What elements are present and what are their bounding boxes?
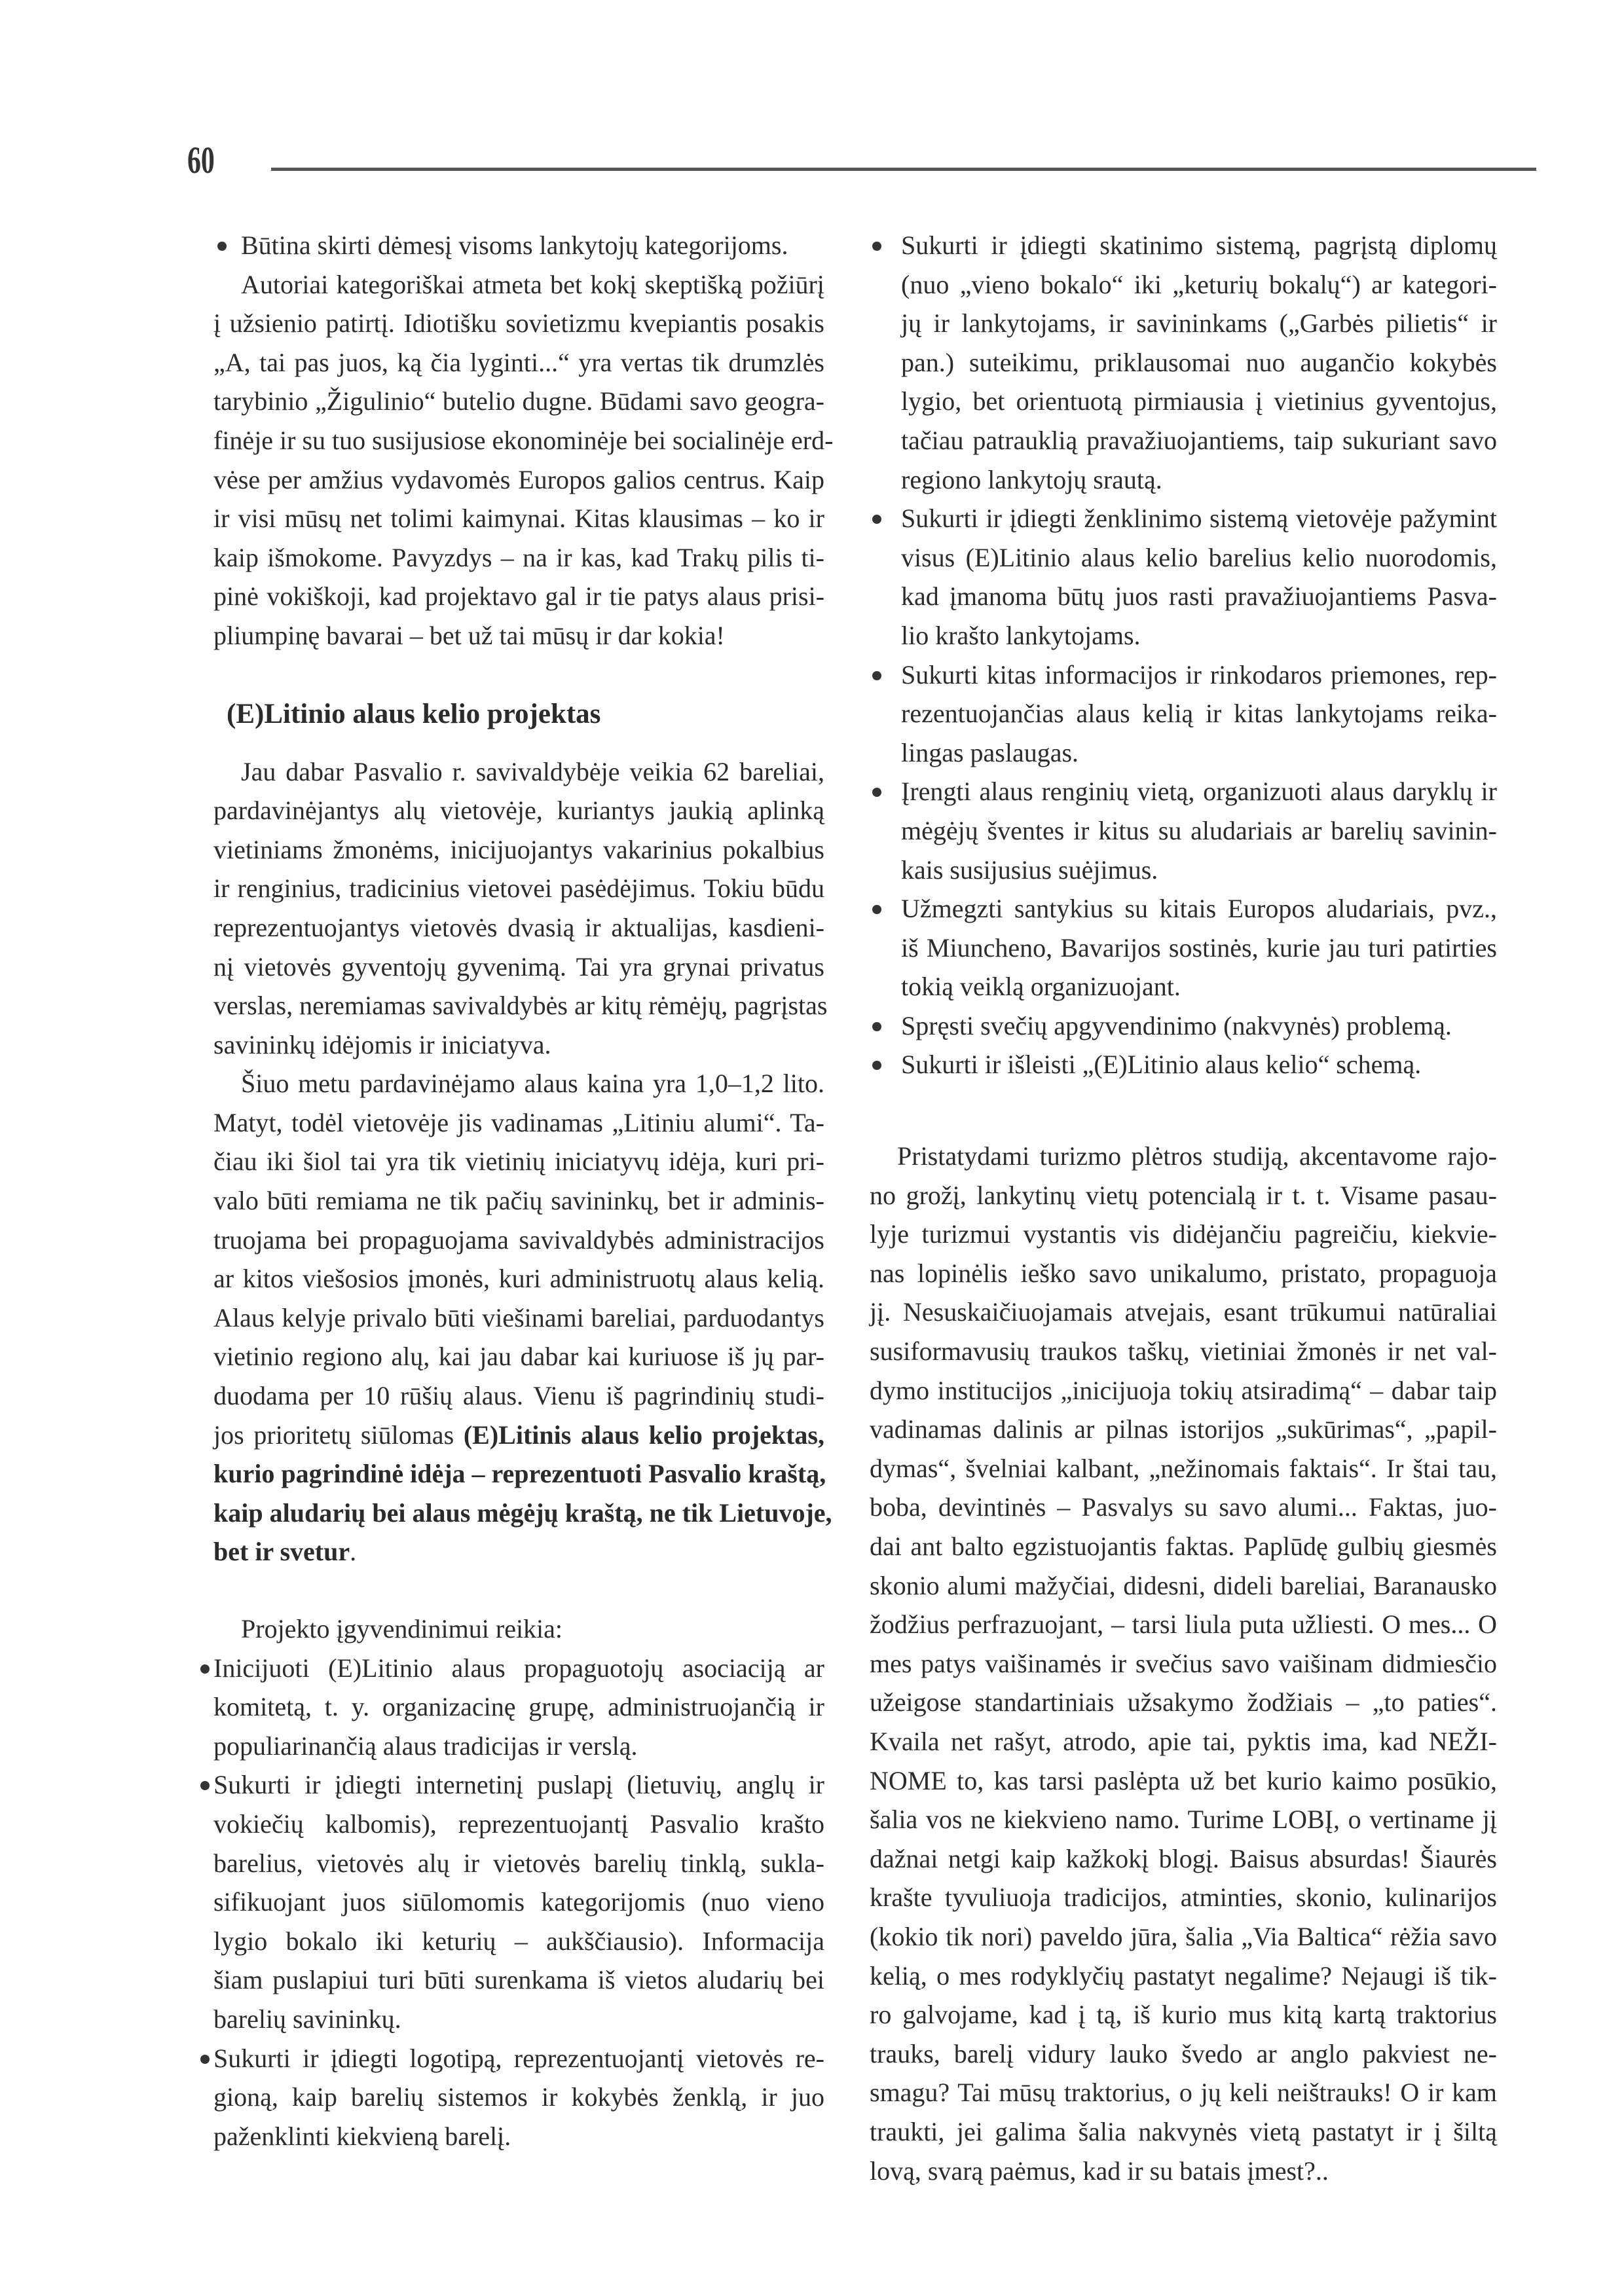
requirement-item bbox=[870, 1006, 1497, 1046]
text-line: lio krašto lankytojams. bbox=[901, 620, 1141, 650]
right-column bbox=[870, 226, 1497, 2190]
text-line: duodama per 10 rūšių alaus. Vienu iš pagrindinių studi- bbox=[213, 1381, 824, 1411]
text-line: mėgėjų šventes ir kitus su aludariais ar barelių savinin- bbox=[901, 815, 1497, 845]
text-line: ro galvojame, kad į tą, iš kurio mus kitą kartą traktorius bbox=[870, 2000, 1497, 2030]
text-line: sifikuojant juos siūlomomis kategorijomis (nuo vieno bbox=[213, 1887, 824, 1917]
text-line: finėje ir su tuo susijusiose ekonominėje bei socialinėje erd- bbox=[213, 425, 834, 455]
text-line: boba, devintinės – Pasvalys su savo alumi... Faktas, juo- bbox=[870, 1492, 1497, 1522]
text-line: dažnai netgi kaip kažkokį blogį. Baisus absurdas! Šiaurės bbox=[870, 1843, 1497, 1873]
spacer bbox=[213, 655, 824, 682]
text-line: Jau dabar Pasvalio r. savivaldybėje veikia 62 bareliai, bbox=[241, 756, 824, 786]
bullet-icon bbox=[872, 1022, 881, 1031]
text-line: traukti, jei galima šalia nakvynės vietą pastatyt ir į šiltą bbox=[870, 2116, 1497, 2146]
text-line: gioną, kaip barelių sistemos ir kokybės ženklą, ir juo bbox=[213, 2082, 824, 2112]
bullet-icon bbox=[872, 671, 881, 680]
text-line: NOME to, kas tarsi paslėpta už bet kurio kaimo posūkio, bbox=[870, 1765, 1497, 1795]
text-line: nį vietovės gyventojų gyvenimą. Tai yra grynai privatus bbox=[213, 951, 824, 982]
text-line: tarybinio „Žigulinio“ butelio dugne. Būdami savo geogra- bbox=[213, 386, 824, 416]
paragraph-bareliai bbox=[213, 752, 828, 1065]
text-line: pan.) suteikimu, priklausomai nuo augančio kokybės bbox=[901, 347, 1497, 377]
text-line: ir visi mūsų net tolimi kaimynai. Kitas klausimas – ko ir bbox=[213, 504, 824, 534]
bullet-icon bbox=[872, 905, 881, 914]
text-line: truojama bei propaguojama savivaldybės administracijos bbox=[213, 1224, 824, 1255]
text-line: Įrengti alaus renginių vietą, organizuoti alaus daryklų ir bbox=[901, 777, 1497, 807]
text-line: trauks, barelį vidury lauko švedo ar anglo pakviest ne- bbox=[870, 2038, 1497, 2068]
text-line: valo būti remiama ne tik pačių savininkų, bet ir adminis- bbox=[213, 1186, 824, 1216]
requirements-intro: Projekto įgyvendinimui reikia: bbox=[241, 1614, 563, 1643]
text-line: savininkų idėjomis ir iniciatyva. bbox=[213, 1029, 551, 1059]
left-column bbox=[213, 226, 834, 2156]
bullet-icon bbox=[200, 1781, 210, 1790]
text-line: smagu? Tai mūsų traktorius, o jų keli neištrauks! O ir kam bbox=[870, 2078, 1497, 2108]
text-line: „A, tai pas juos, ką čia lyginti...“ yra vertas tik drumzlės bbox=[213, 347, 824, 377]
text-line: jų ir lankytojams, ir savininkams („Garbės pilietis“ ir bbox=[901, 308, 1497, 339]
text-line: kelią, o mes rodyklyčių pastatyt negalime? Nejaugi iš tik- bbox=[870, 1960, 1497, 1991]
text-line: Sukurti ir išleisti „(E)Litinio alaus kelio“ schemą. bbox=[901, 1050, 1422, 1080]
paragraph-price bbox=[213, 1064, 832, 1571]
intro-bullet bbox=[213, 226, 824, 265]
text-line: ir renginius, tradicinius vietovei pasėdėjimus. Tokiu būdu bbox=[213, 873, 824, 904]
text-line: verslas, neremiamas savivaldybės ar kitų rėmėjų, pagrįstas bbox=[213, 991, 828, 1021]
requirement-item bbox=[870, 226, 1497, 499]
text-line: kais susijusius suėjimus. bbox=[901, 854, 1158, 885]
text-line: pliumpinę bavarai – bet už tai mūsų ir dar kokia! bbox=[213, 620, 725, 650]
text-line: į užsienio patirtį. Idiotišku sovietizmu kvepiantis posakis bbox=[213, 308, 824, 339]
text-line: skonio alumi mažyčiai, didesni, dideli bareliai, Baranausko bbox=[870, 1570, 1497, 1600]
text-line: Sukurti ir įdiegti internetinį puslapį (lietuvių, anglų ir bbox=[213, 1770, 824, 1800]
requirement-item bbox=[213, 1649, 824, 1766]
text-line: paženklinti kiekvieną barelį. bbox=[213, 2121, 511, 2151]
text-line: Būtina skirti dėmesį visoms lankytojų kategorijoms. bbox=[241, 230, 788, 260]
text-line: regiono lankytojų srautą. bbox=[901, 464, 1162, 494]
text-line: Užmegzti santykius su kitais Europos aludariais, pvz., bbox=[901, 894, 1497, 924]
bullet-icon bbox=[200, 1664, 210, 1674]
emphasis-line: kurio pagrindinė idėja – reprezentuoti Pasvalio kraštą, bbox=[213, 1459, 826, 1489]
text-line: lyje turizmui vystantis vis didėjančiu pagreičiu, kiekvie- bbox=[870, 1219, 1497, 1249]
requirement-item bbox=[870, 889, 1497, 1006]
text-line: jį. Nesuskaičiuojamais atvejais, esant trūkumui natūraliai bbox=[870, 1297, 1497, 1327]
text-line: Pristatydami turizmo plėtros studiją, akcentavome rajo- bbox=[897, 1141, 1497, 1171]
text-line: užeigose standartiniais užsakymo žodžiais – „to paties“. bbox=[870, 1687, 1497, 1717]
text-line: lovą, svarą paėmus, kad ir su batais įmest?.. bbox=[870, 2156, 1329, 2186]
text-line: Sukurti ir įdiegti ženklinimo sistemą vietovėje pažymint bbox=[901, 504, 1497, 534]
text-line: Autoriai kategoriškai atmeta bet kokį skeptišką požiūrį bbox=[241, 269, 824, 299]
text-line: vadinamas dalinis ar pilnas istorijos „sukūrimas“, „papil- bbox=[870, 1414, 1497, 1444]
requirements-list-left bbox=[213, 1649, 824, 2156]
text-line: Alaus kelyje privalo būti viešinami bareliai, parduodantys bbox=[213, 1302, 824, 1332]
text-line: mes patys vaišinamės ir svečius savo vaišinam didmiesčio bbox=[870, 1648, 1497, 1678]
text-line: žodžius perfrazuojant, – tarsi liula puta užliesti. O mes... O bbox=[870, 1609, 1497, 1640]
text-line: vietiniams žmonėms, inicijuojantys vakarinius pokalbius bbox=[213, 834, 824, 864]
text-line: Kvaila net rašyt, atrodo, apie tai, pyktis ima, kad NEŽI- bbox=[870, 1726, 1497, 1756]
text-line: kad įmanoma būtų juos rasti pravažiuojantiems Pasva- bbox=[901, 581, 1497, 612]
spacer bbox=[213, 747, 824, 752]
text-line: tačiau patrauklią pravažiuojantiems, taip sukuriant savo bbox=[901, 425, 1497, 455]
spacer bbox=[870, 1084, 1497, 1137]
text-line: pinė vokiškoji, kad projektavo gal ir tie patys alaus prisi- bbox=[213, 581, 824, 612]
bullet-icon bbox=[200, 2055, 210, 2064]
text-line: vietinio regiono alų, kai jau dabar kai kuriuose iš jų par- bbox=[213, 1342, 824, 1372]
text-line: nas lopinėlis ieško savo unikalumo, pristato, propaguoja bbox=[870, 1258, 1497, 1288]
requirement-item bbox=[870, 655, 1497, 773]
spacer bbox=[213, 1571, 824, 1609]
mixed-emphasis-line bbox=[213, 1416, 824, 1455]
text-line: ar kitos viešosios įmonės, kuri administruotų alaus kelią. bbox=[213, 1264, 824, 1294]
requirement-item bbox=[870, 499, 1497, 655]
text-line: Matyt, todėl vietovėje jis vadinamas „Litiniu alumi“. Ta- bbox=[213, 1107, 824, 1137]
text-line: vokiečių kalbomis), reprezentuojantį Pasvalio krašto bbox=[213, 1808, 824, 1839]
requirement-item bbox=[213, 1765, 824, 2038]
text-line: komitetą, t. y. organizacinę grupę, administruojančią ir bbox=[213, 1692, 824, 1722]
text-line: lygio, bet orientuotą pirmiausia į vietinius gyventojus, bbox=[901, 386, 1497, 416]
text-line: kaip išmokome. Pavyzdys – na ir kas, kad Trakų pilis ti- bbox=[213, 542, 824, 572]
text-line: barelius, vietovės alų ir vietovės barelių tinklą, sukla- bbox=[213, 1848, 824, 1878]
text-normal: . bbox=[350, 1537, 357, 1567]
text-line: susiformavusių traukos taškų, vietiniai žmonės ir net val- bbox=[870, 1336, 1497, 1367]
page-number: 60 bbox=[187, 139, 215, 181]
text-line: barelių savininkų. bbox=[213, 2004, 401, 2034]
text-line: tokią veiklą organizuojant. bbox=[901, 972, 1181, 1002]
text-line: šiam puslapiui turi būti surenkama iš vietos aludarių bei bbox=[213, 1965, 824, 1995]
text-line: (nuo „vieno bokalo“ iki „keturių bokalų“) ar kategori- bbox=[901, 269, 1497, 299]
text-line: rezentuojančias alaus kelią ir kitas lankytojams reika- bbox=[901, 699, 1497, 729]
bullet-icon bbox=[872, 242, 881, 251]
text-line: pardavinėjantys alų vietovėje, kuriantys jaukią aplinką bbox=[213, 796, 824, 826]
requirement-item bbox=[870, 1045, 1497, 1084]
text-line: vėse per amžius vydavomės Europos galios centrus. Kaip bbox=[213, 464, 824, 494]
text-line: reprezentuojantys vietovės dvasią ir aktualijas, kasdieni- bbox=[213, 912, 824, 942]
text-line: dai ant balto egzistuojantis faktas. Paplūdę gulbių giesmės bbox=[870, 1532, 1497, 1561]
text-line: dymas“, švelniai kalbant, „nežinomais faktais“. Ir štai tau, bbox=[870, 1453, 1497, 1483]
emphasis-final-line bbox=[213, 1532, 824, 1571]
text-line: Sukurti kitas informacijos ir rinkodaros priemones, rep- bbox=[901, 659, 1497, 689]
text-line: Šiuo metu pardavinėjamo alaus kaina yra 1,0–1,2 lito. bbox=[241, 1069, 824, 1099]
text-line: Spręsti svečių apgyvendinimo (nakvynės) problemą. bbox=[901, 1010, 1452, 1040]
text-normal: jos prioritetų siūlomas bbox=[213, 1420, 464, 1450]
text-line: (kokio tik nori) paveldo jūra, šalia „Via Baltica“ rėžia savo bbox=[870, 1921, 1497, 1951]
closing-paragraph bbox=[870, 1137, 1497, 2190]
header-rule bbox=[271, 168, 1536, 171]
requirement-item bbox=[213, 2039, 824, 2156]
text-line: populiarinančią alaus tradicijas ir verslą. bbox=[213, 1731, 638, 1761]
text-line: Sukurti ir įdiegti skatinimo sistemą, pagrįstą diplomų bbox=[901, 230, 1497, 260]
text-line: visus (E)Litinio alaus kelio barelius kelio nuorodomis, bbox=[901, 542, 1497, 572]
emphasis-line: kaip aludarių bei alaus mėgėjų kraštą, ne tik Lietuvoje, bbox=[213, 1497, 832, 1528]
section-heading: (E)Litinio alaus kelio projektas bbox=[227, 698, 601, 729]
text-bold: (E)Litinis alaus kelio projektas, bbox=[463, 1420, 824, 1450]
text-line: čiau iki šiol tai yra tik vietinių iniciatyvų idėja, kuri pri- bbox=[213, 1147, 824, 1177]
requirement-item bbox=[870, 772, 1497, 889]
text-bold: bet ir svetur bbox=[213, 1537, 350, 1567]
bullet-icon bbox=[217, 242, 227, 251]
text-line: krašte tyvuliuoja tradicijos, atminties, skonio, kulinarijos bbox=[870, 1882, 1497, 1913]
text-line: lygio bokalo iki keturių – aukščiausio). Informacija bbox=[213, 1926, 824, 1956]
text-line: iš Miuncheno, Bavarijos sostinės, kurie jau turi patirties bbox=[901, 932, 1497, 963]
requirements-list-right bbox=[870, 226, 1497, 1084]
text-line: šalia vos ne kiekvieno namo. Turime LOBĮ, o vertiname jį bbox=[870, 1805, 1497, 1835]
text-line: lingas paslaugas. bbox=[901, 737, 1079, 767]
intro-paragraph bbox=[213, 265, 834, 655]
text-line: Sukurti ir įdiegti logotipą, reprezentuojantį vietovės re- bbox=[213, 2043, 824, 2073]
text-line: dymo institucijos „inicijuoja tokių atsiradimą“ – dabar taip bbox=[870, 1375, 1497, 1405]
text-line: Inicijuoti (E)Litinio alaus propaguotojų asociaciją ar bbox=[213, 1653, 824, 1683]
text-line: no grožį, lankytinų vietų potencialą ir t. t. Visame pasau- bbox=[870, 1180, 1497, 1210]
